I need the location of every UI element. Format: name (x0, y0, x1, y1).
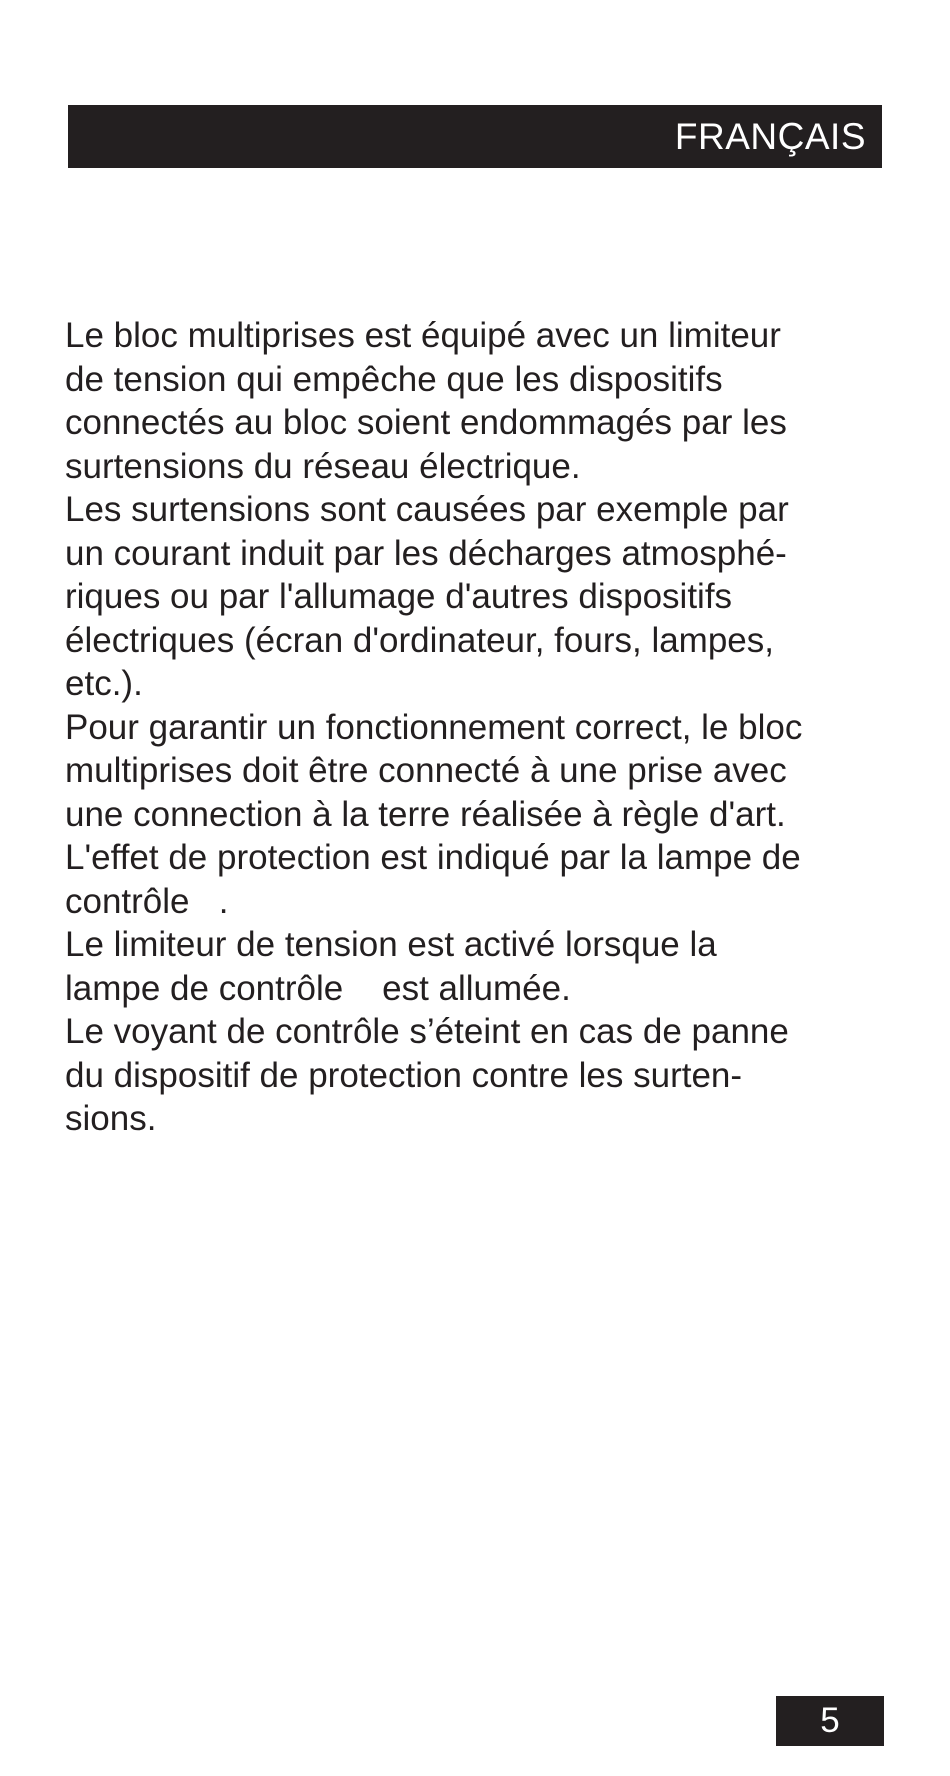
language-label: FRANÇAIS (674, 116, 866, 157)
text-line: de tension qui empêche que les dispositifs (65, 359, 723, 399)
text-line: Le voyant de contrôle s’éteint en cas de panne (65, 1012, 789, 1051)
text-line: Le bloc multiprises est équipé avec un limiteur (65, 316, 781, 355)
text-line: contrôle . (65, 881, 229, 921)
text-line: sions. (65, 1099, 157, 1138)
text-line: connectés au bloc soient endommagés par les (65, 403, 787, 442)
text-line: Le limiteur de tension est activé lorsque la (65, 925, 717, 964)
text-line: Les surtensions sont causées par exemple par (65, 490, 789, 529)
text-line: lampe de contrôle est allumée. (65, 968, 571, 1008)
text-line: multiprises doit être connecté à une prise avec (65, 751, 787, 790)
text-line: une connection à la terre réalisée à règle d'art. (65, 794, 786, 834)
text-line: etc.). (65, 664, 143, 703)
text-line: du dispositif de protection contre les surten- (65, 1055, 743, 1095)
language-header-bar (68, 105, 882, 168)
text-line: électriques (écran d'ordinateur, fours, lampes, (65, 620, 774, 660)
text-line: surtensions du réseau électrique. (65, 446, 581, 486)
page-number: 5 (776, 1696, 884, 1746)
text-line: Pour garantir un fonctionnement correct, le bloc (65, 707, 803, 747)
body-text (65, 314, 895, 1141)
text-line: un courant induit par les décharges atmosphé- (65, 533, 787, 573)
text-line: riques ou par l'allumage d'autres dispositifs (65, 577, 733, 616)
text-line: L'effet de protection est indiqué par la lampe de (65, 838, 801, 877)
